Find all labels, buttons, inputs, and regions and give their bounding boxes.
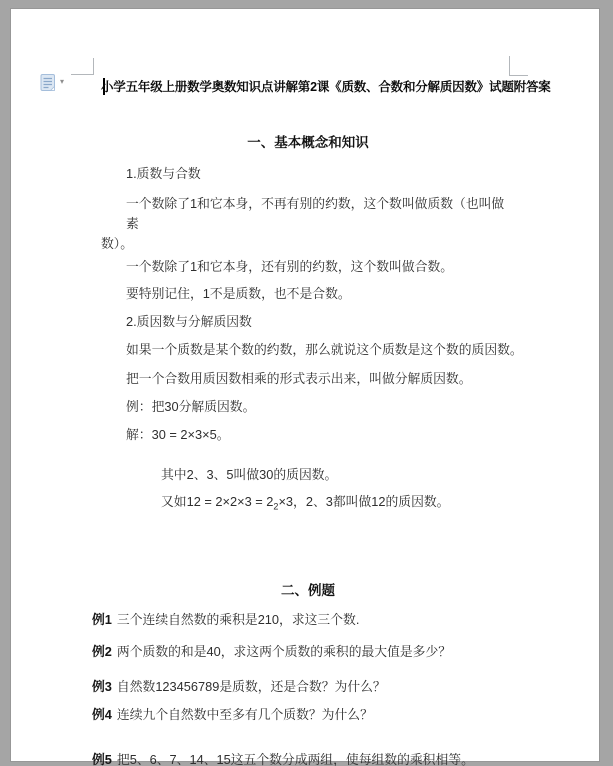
paste-options-button[interactable] (40, 71, 72, 93)
paragraph-line: 数）。 (101, 236, 133, 251)
example-label: 例1 (92, 611, 112, 627)
paragraph[interactable] (101, 194, 515, 254)
paste-options-icon (40, 73, 57, 92)
paragraph[interactable]: 例：把30分解质因数。 (126, 399, 256, 414)
formula-subscript: 2 (273, 501, 279, 512)
section-heading-examples[interactable]: 二、例题 (281, 582, 335, 598)
example-row[interactable] (92, 705, 515, 725)
example-text: 把5、6、7、14、15这五个数分成两组，使每组数的乘积相等。 (116, 751, 474, 766)
paragraph-line: 一个数除了1和它本身，不再有别的约数，这个数叫做质数（也叫做素 (126, 196, 505, 231)
example-row[interactable] (92, 642, 515, 662)
paragraph[interactable]: 其中2、3、5叫做30的质因数。 (161, 467, 338, 482)
example-text: 三个连续自然数的乘积是210，求这三个数. (116, 611, 360, 627)
document-title[interactable]: 小学五年级上册数学奥数知识点讲解第2课《质数、合数和分解质因数》试题附答案 (101, 80, 551, 94)
example-row[interactable] (92, 677, 515, 697)
chevron-down-icon: ▾ (60, 77, 65, 86)
paragraph[interactable] (161, 492, 515, 517)
paragraph[interactable]: 一个数除了1和它本身，还有别的约数，这个数叫做合数。 (126, 259, 454, 274)
paragraph[interactable]: 1.质数与合数 (126, 166, 201, 181)
document-page[interactable] (10, 8, 600, 766)
example-text: 自然数123456789是质数，还是合数？为什么？ (116, 678, 386, 694)
example-label: 例2 (92, 643, 112, 659)
example-label: 例4 (92, 706, 112, 722)
example-label: 例5 (92, 751, 112, 766)
paragraph[interactable]: 要特别记住，1不是质数，也不是合数。 (126, 286, 351, 301)
paragraph[interactable]: 2.质因数与分解质因数 (126, 314, 252, 329)
text-boundary-mark-right (509, 56, 528, 76)
formula-text: 又如12 = 2×2×3 = 2 (161, 494, 274, 509)
example-label: 例3 (92, 678, 112, 694)
paragraph[interactable]: 如果一个质数是某个数的约数，那么就说这个质数是这个数的质因数。 (126, 342, 523, 357)
example-row[interactable] (92, 610, 515, 630)
text-boundary-mark-left (71, 58, 94, 75)
section-heading-concepts[interactable]: 一、基本概念和知识 (247, 135, 369, 150)
formula-text: ×3，2、3都叫做12的质因数。 (278, 494, 450, 509)
paragraph[interactable]: 把一个合数用质因数相乘的形式表示出来，叫做分解质因数。 (126, 371, 472, 386)
document-content (92, 79, 551, 766)
paragraph[interactable]: 解：30 = 2×3×5。 (126, 427, 230, 442)
example-text: 两个质数的和是40，求这两个质数的乘积的最大值是多少？ (116, 643, 452, 659)
example-text: 连续九个自然数中至多有几个质数？为什么？ (116, 706, 373, 722)
example-row[interactable] (92, 750, 515, 766)
